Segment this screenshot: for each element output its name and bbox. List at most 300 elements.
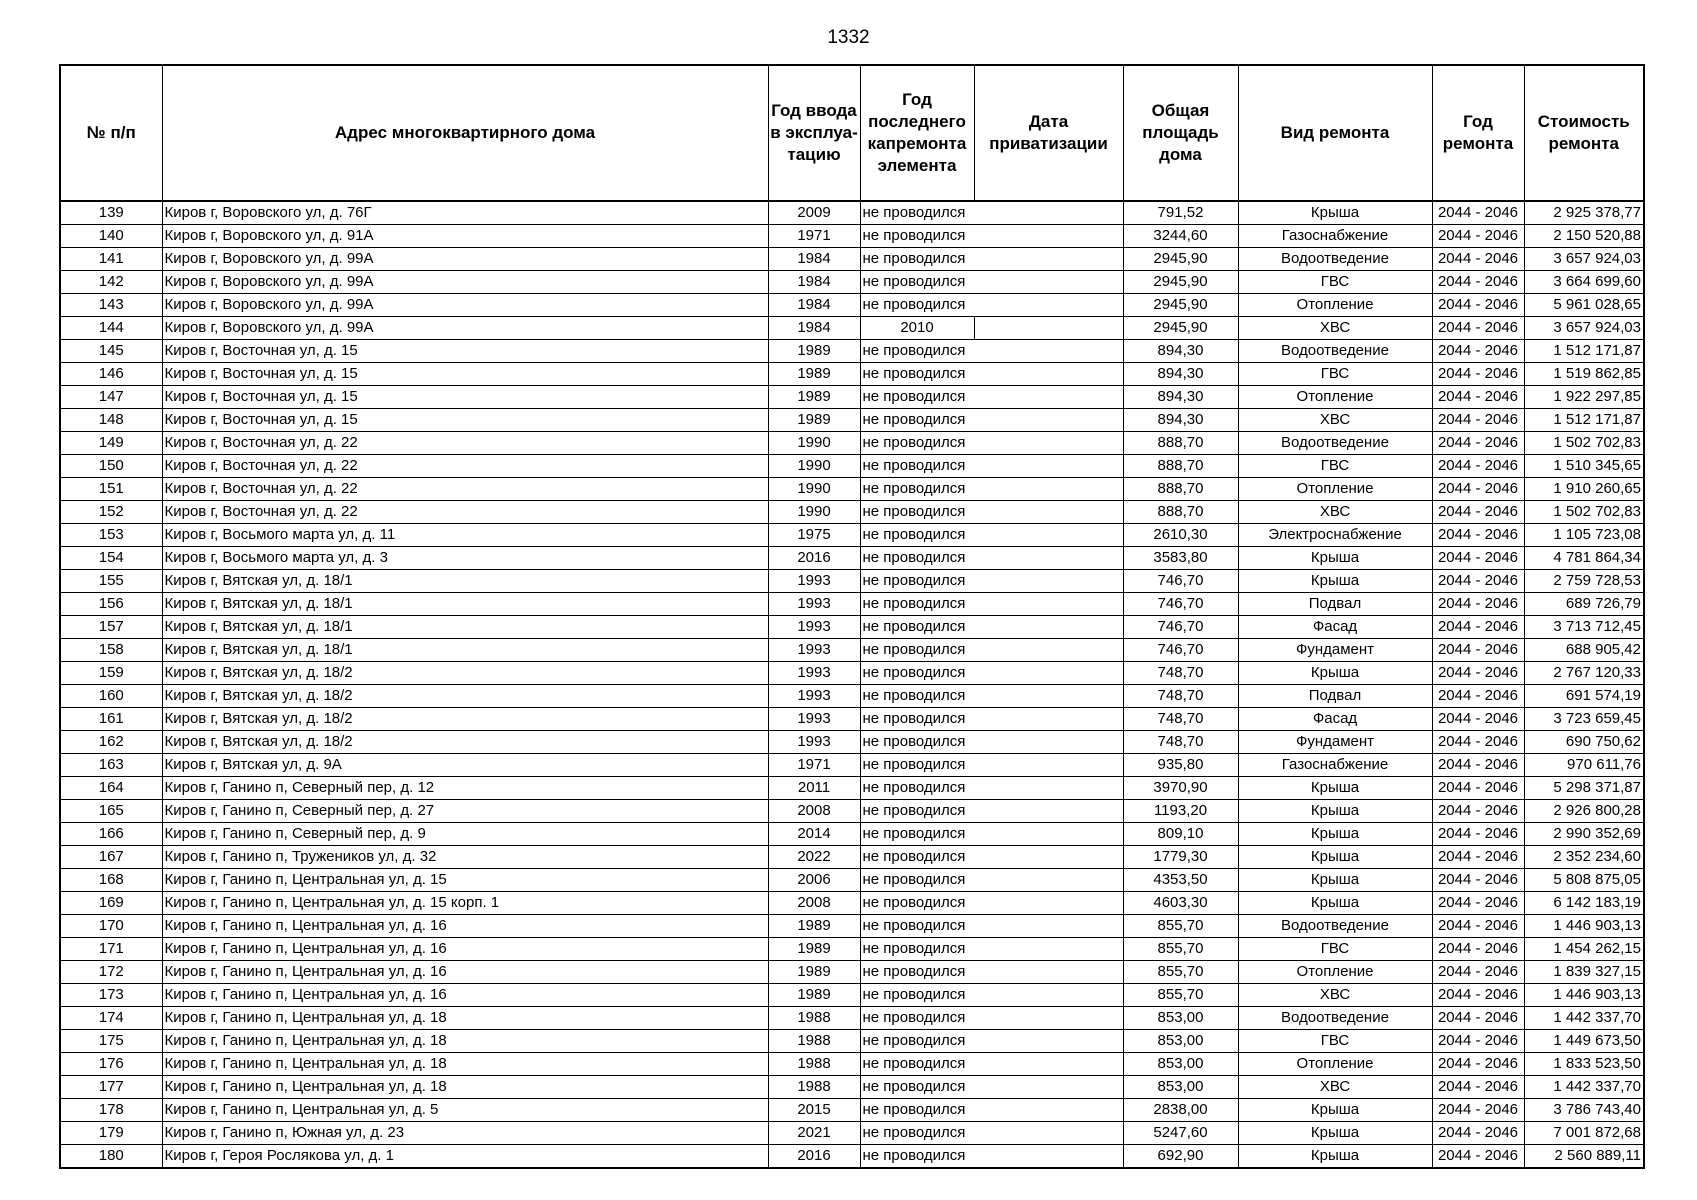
cell-repair-cost: 3 664 699,60	[1524, 271, 1644, 294]
cell-privatization-date	[974, 524, 1123, 547]
cell-repair-type: Крыша	[1238, 1145, 1432, 1169]
cell-privatization-date	[974, 823, 1123, 846]
cell-num: 153	[60, 524, 162, 547]
cell-year-commission: 1990	[768, 455, 860, 478]
cell-num: 147	[60, 386, 162, 409]
cell-total-area: 855,70	[1123, 984, 1238, 1007]
cell-year-commission: 1988	[768, 1030, 860, 1053]
table-header	[60, 65, 1644, 201]
cell-repair-year: 2044 - 2046	[1432, 1030, 1524, 1053]
cell-total-area: 746,70	[1123, 593, 1238, 616]
cell-num: 161	[60, 708, 162, 731]
cell-privatization-date	[974, 1007, 1123, 1030]
cell-repair-year: 2044 - 2046	[1432, 685, 1524, 708]
cell-total-area: 746,70	[1123, 616, 1238, 639]
cell-num: 179	[60, 1122, 162, 1145]
cell-repair-year: 2044 - 2046	[1432, 593, 1524, 616]
table-row	[60, 570, 1644, 593]
cell-year-last-repair: не проводился	[860, 961, 974, 984]
cell-repair-year: 2044 - 2046	[1432, 800, 1524, 823]
cell-num: 174	[60, 1007, 162, 1030]
cell-repair-cost: 1 442 337,70	[1524, 1076, 1644, 1099]
cell-num: 164	[60, 777, 162, 800]
cell-privatization-date	[974, 593, 1123, 616]
cell-year-last-repair: не проводился	[860, 432, 974, 455]
cell-repair-type: Водоотведение	[1238, 915, 1432, 938]
cell-total-area: 791,52	[1123, 201, 1238, 225]
cell-year-last-repair: не проводился	[860, 1145, 974, 1169]
cell-total-area: 2945,90	[1123, 317, 1238, 340]
cell-year-commission: 1993	[768, 593, 860, 616]
cell-repair-year: 2044 - 2046	[1432, 1122, 1524, 1145]
cell-num: 151	[60, 478, 162, 501]
cell-privatization-date	[974, 501, 1123, 524]
cell-address: Киров г, Ганино п, Южная ул, д. 23	[162, 1122, 768, 1145]
cell-num: 171	[60, 938, 162, 961]
cell-total-area: 1779,30	[1123, 846, 1238, 869]
cell-year-last-repair: не проводился	[860, 731, 974, 754]
cell-repair-year: 2044 - 2046	[1432, 892, 1524, 915]
cell-year-commission: 1989	[768, 409, 860, 432]
cell-total-area: 3970,90	[1123, 777, 1238, 800]
table-row	[60, 524, 1644, 547]
cell-year-commission: 1984	[768, 248, 860, 271]
cell-privatization-date	[974, 639, 1123, 662]
cell-repair-cost: 2 560 889,11	[1524, 1145, 1644, 1169]
cell-address: Киров г, Восточная ул, д. 22	[162, 432, 768, 455]
cell-address: Киров г, Воровского ул, д. 76Г	[162, 201, 768, 225]
cell-total-area: 935,80	[1123, 754, 1238, 777]
cell-num: 167	[60, 846, 162, 869]
cell-year-last-repair: не проводился	[860, 593, 974, 616]
page-number: 1332	[827, 27, 870, 48]
cell-year-commission: 2014	[768, 823, 860, 846]
cell-num: 172	[60, 961, 162, 984]
cell-total-area: 748,70	[1123, 685, 1238, 708]
cell-address: Киров г, Восьмого марта ул, д. 11	[162, 524, 768, 547]
cell-year-last-repair: не проводился	[860, 386, 974, 409]
cell-year-commission: 2021	[768, 1122, 860, 1145]
cell-repair-type: Отопление	[1238, 386, 1432, 409]
cell-repair-cost: 2 352 234,60	[1524, 846, 1644, 869]
cell-repair-type: Крыша	[1238, 846, 1432, 869]
cell-address: Киров г, Ганино п, Центральная ул, д. 15 корп. 1	[162, 892, 768, 915]
cell-year-commission: 1984	[768, 317, 860, 340]
cell-repair-type: Фасад	[1238, 616, 1432, 639]
cell-num: 154	[60, 547, 162, 570]
cell-repair-year: 2044 - 2046	[1432, 616, 1524, 639]
cell-repair-year: 2044 - 2046	[1432, 823, 1524, 846]
cell-year-commission: 1989	[768, 386, 860, 409]
cell-repair-cost: 1 105 723,08	[1524, 524, 1644, 547]
cell-repair-type: Газоснабжение	[1238, 225, 1432, 248]
cell-repair-type: Отопление	[1238, 961, 1432, 984]
cell-repair-year: 2044 - 2046	[1432, 777, 1524, 800]
cell-repair-cost: 4 781 864,34	[1524, 547, 1644, 570]
cell-repair-type: Крыша	[1238, 662, 1432, 685]
cell-num: 144	[60, 317, 162, 340]
cell-repair-cost: 6 142 183,19	[1524, 892, 1644, 915]
cell-total-area: 809,10	[1123, 823, 1238, 846]
cell-privatization-date	[974, 547, 1123, 570]
cell-repair-cost: 690 750,62	[1524, 731, 1644, 754]
repair-schedule-table	[59, 64, 1645, 1169]
cell-repair-type: Крыша	[1238, 201, 1432, 225]
table-row	[60, 317, 1644, 340]
cell-num: 165	[60, 800, 162, 823]
cell-repair-year: 2044 - 2046	[1432, 432, 1524, 455]
cell-total-area: 3244,60	[1123, 225, 1238, 248]
cell-num: 145	[60, 340, 162, 363]
header-total-area: Общая площадь дома	[1123, 65, 1238, 201]
cell-year-commission: 1975	[768, 524, 860, 547]
cell-num: 140	[60, 225, 162, 248]
table-row	[60, 363, 1644, 386]
cell-repair-year: 2044 - 2046	[1432, 938, 1524, 961]
cell-repair-year: 2044 - 2046	[1432, 915, 1524, 938]
cell-year-last-repair: не проводился	[860, 294, 974, 317]
cell-year-last-repair: не проводился	[860, 708, 974, 731]
cell-address: Киров г, Ганино п, Северный пер, д. 12	[162, 777, 768, 800]
cell-year-commission: 1984	[768, 271, 860, 294]
cell-num: 146	[60, 363, 162, 386]
cell-repair-type: Крыша	[1238, 869, 1432, 892]
cell-year-last-repair: не проводился	[860, 524, 974, 547]
cell-address: Киров г, Восточная ул, д. 22	[162, 478, 768, 501]
cell-repair-cost: 1 454 262,15	[1524, 938, 1644, 961]
cell-repair-year: 2044 - 2046	[1432, 317, 1524, 340]
cell-year-last-repair: не проводился	[860, 662, 974, 685]
cell-total-area: 2945,90	[1123, 248, 1238, 271]
cell-num: 163	[60, 754, 162, 777]
cell-num: 169	[60, 892, 162, 915]
cell-repair-type: Крыша	[1238, 800, 1432, 823]
cell-repair-year: 2044 - 2046	[1432, 1053, 1524, 1076]
cell-repair-cost: 2 150 520,88	[1524, 225, 1644, 248]
cell-total-area: 853,00	[1123, 1030, 1238, 1053]
cell-repair-year: 2044 - 2046	[1432, 455, 1524, 478]
cell-address: Киров г, Ганино п, Центральная ул, д. 16	[162, 915, 768, 938]
cell-num: 143	[60, 294, 162, 317]
cell-repair-year: 2044 - 2046	[1432, 1076, 1524, 1099]
cell-year-last-repair: не проводился	[860, 1030, 974, 1053]
cell-repair-type: ХВС	[1238, 409, 1432, 432]
cell-num: 139	[60, 201, 162, 225]
cell-repair-type: ГВС	[1238, 363, 1432, 386]
cell-repair-cost: 1 839 327,15	[1524, 961, 1644, 984]
cell-year-commission: 1988	[768, 1053, 860, 1076]
cell-repair-year: 2044 - 2046	[1432, 984, 1524, 1007]
cell-repair-cost: 2 926 800,28	[1524, 800, 1644, 823]
table-row	[60, 685, 1644, 708]
cell-repair-year: 2044 - 2046	[1432, 708, 1524, 731]
cell-repair-year: 2044 - 2046	[1432, 846, 1524, 869]
cell-privatization-date	[974, 248, 1123, 271]
cell-repair-type: Крыша	[1238, 547, 1432, 570]
cell-year-commission: 2006	[768, 869, 860, 892]
table-row	[60, 777, 1644, 800]
table-row	[60, 823, 1644, 846]
cell-num: 148	[60, 409, 162, 432]
cell-num: 173	[60, 984, 162, 1007]
table-row	[60, 938, 1644, 961]
cell-privatization-date	[974, 1099, 1123, 1122]
cell-address: Киров г, Вятская ул, д. 18/1	[162, 570, 768, 593]
cell-num: 166	[60, 823, 162, 846]
cell-repair-cost: 1 512 171,87	[1524, 409, 1644, 432]
cell-total-area: 888,70	[1123, 501, 1238, 524]
cell-repair-type: Подвал	[1238, 593, 1432, 616]
cell-year-last-repair: не проводился	[860, 639, 974, 662]
cell-total-area: 888,70	[1123, 455, 1238, 478]
cell-privatization-date	[974, 1145, 1123, 1169]
cell-privatization-date	[974, 201, 1123, 225]
cell-repair-cost: 3 723 659,45	[1524, 708, 1644, 731]
cell-address: Киров г, Ганино п, Центральная ул, д. 18	[162, 1030, 768, 1053]
cell-address: Киров г, Ганино п, Центральная ул, д. 5	[162, 1099, 768, 1122]
cell-address: Киров г, Вятская ул, д. 18/2	[162, 708, 768, 731]
cell-privatization-date	[974, 616, 1123, 639]
cell-total-area: 855,70	[1123, 915, 1238, 938]
cell-year-last-repair: не проводился	[860, 869, 974, 892]
table-row	[60, 869, 1644, 892]
cell-repair-cost: 2 925 378,77	[1524, 201, 1644, 225]
cell-total-area: 853,00	[1123, 1053, 1238, 1076]
cell-num: 158	[60, 639, 162, 662]
cell-address: Киров г, Ганино п, Тружеников ул, д. 32	[162, 846, 768, 869]
cell-year-last-repair: не проводился	[860, 570, 974, 593]
cell-num: 175	[60, 1030, 162, 1053]
cell-repair-type: ГВС	[1238, 1030, 1432, 1053]
cell-address: Киров г, Ганино п, Центральная ул, д. 16	[162, 961, 768, 984]
cell-repair-year: 2044 - 2046	[1432, 248, 1524, 271]
cell-address: Киров г, Вятская ул, д. 18/1	[162, 639, 768, 662]
cell-repair-year: 2044 - 2046	[1432, 225, 1524, 248]
cell-repair-year: 2044 - 2046	[1432, 340, 1524, 363]
cell-total-area: 748,70	[1123, 708, 1238, 731]
table-row	[60, 731, 1644, 754]
header-num: № п/п	[60, 65, 162, 201]
table-row	[60, 225, 1644, 248]
cell-address: Киров г, Ганино п, Центральная ул, д. 18	[162, 1007, 768, 1030]
cell-repair-cost: 5 298 371,87	[1524, 777, 1644, 800]
cell-repair-year: 2044 - 2046	[1432, 1145, 1524, 1169]
cell-address: Киров г, Восточная ул, д. 15	[162, 340, 768, 363]
cell-privatization-date	[974, 386, 1123, 409]
cell-total-area: 1193,20	[1123, 800, 1238, 823]
cell-num: 156	[60, 593, 162, 616]
table-row	[60, 201, 1644, 225]
cell-address: Киров г, Ганино п, Центральная ул, д. 15	[162, 869, 768, 892]
cell-repair-type: Крыша	[1238, 823, 1432, 846]
table-row	[60, 593, 1644, 616]
cell-privatization-date	[974, 1122, 1123, 1145]
cell-num: 178	[60, 1099, 162, 1122]
cell-total-area: 746,70	[1123, 639, 1238, 662]
cell-total-area: 2838,00	[1123, 1099, 1238, 1122]
cell-total-area: 894,30	[1123, 340, 1238, 363]
cell-year-last-repair: не проводился	[860, 1007, 974, 1030]
cell-num: 177	[60, 1076, 162, 1099]
cell-privatization-date	[974, 271, 1123, 294]
cell-num: 168	[60, 869, 162, 892]
cell-total-area: 853,00	[1123, 1007, 1238, 1030]
cell-repair-year: 2044 - 2046	[1432, 294, 1524, 317]
cell-repair-type: Крыша	[1238, 570, 1432, 593]
cell-year-commission: 1990	[768, 501, 860, 524]
cell-repair-year: 2044 - 2046	[1432, 961, 1524, 984]
cell-repair-cost: 3 657 924,03	[1524, 248, 1644, 271]
cell-privatization-date	[974, 363, 1123, 386]
cell-address: Киров г, Восточная ул, д. 15	[162, 409, 768, 432]
header-year-last-repair: Год последнего капремонта элемента	[860, 65, 974, 201]
cell-year-commission: 1971	[768, 754, 860, 777]
cell-repair-year: 2044 - 2046	[1432, 271, 1524, 294]
cell-privatization-date	[974, 938, 1123, 961]
table-row	[60, 1099, 1644, 1122]
cell-address: Киров г, Вятская ул, д. 18/2	[162, 662, 768, 685]
cell-num: 160	[60, 685, 162, 708]
cell-address: Киров г, Воровского ул, д. 99А	[162, 271, 768, 294]
cell-repair-type: Крыша	[1238, 1122, 1432, 1145]
cell-address: Киров г, Вятская ул, д. 18/1	[162, 616, 768, 639]
cell-privatization-date	[974, 455, 1123, 478]
cell-total-area: 692,90	[1123, 1145, 1238, 1169]
cell-privatization-date	[974, 846, 1123, 869]
cell-year-last-repair: не проводился	[860, 1076, 974, 1099]
cell-repair-year: 2044 - 2046	[1432, 386, 1524, 409]
cell-year-last-repair: не проводился	[860, 478, 974, 501]
cell-repair-year: 2044 - 2046	[1432, 1099, 1524, 1122]
cell-year-last-repair: не проводился	[860, 409, 974, 432]
cell-repair-type: Крыша	[1238, 892, 1432, 915]
cell-year-commission: 2016	[768, 547, 860, 570]
cell-total-area: 2610,30	[1123, 524, 1238, 547]
cell-total-area: 3583,80	[1123, 547, 1238, 570]
cell-year-commission: 1993	[768, 570, 860, 593]
cell-repair-cost: 1 442 337,70	[1524, 1007, 1644, 1030]
cell-repair-cost: 5 808 875,05	[1524, 869, 1644, 892]
cell-num: 142	[60, 271, 162, 294]
cell-repair-type: Фундамент	[1238, 639, 1432, 662]
cell-repair-type: Электроснабжение	[1238, 524, 1432, 547]
cell-num: 150	[60, 455, 162, 478]
cell-repair-type: ГВС	[1238, 938, 1432, 961]
cell-privatization-date	[974, 317, 1123, 340]
cell-privatization-date	[974, 340, 1123, 363]
table-row	[60, 1030, 1644, 1053]
cell-repair-cost: 3 786 743,40	[1524, 1099, 1644, 1122]
cell-address: Киров г, Вятская ул, д. 18/2	[162, 685, 768, 708]
cell-repair-type: Подвал	[1238, 685, 1432, 708]
cell-repair-type: Отопление	[1238, 478, 1432, 501]
cell-privatization-date	[974, 754, 1123, 777]
cell-address: Киров г, Восточная ул, д. 22	[162, 455, 768, 478]
cell-repair-year: 2044 - 2046	[1432, 1007, 1524, 1030]
cell-privatization-date	[974, 777, 1123, 800]
cell-repair-year: 2044 - 2046	[1432, 754, 1524, 777]
cell-repair-type: Отопление	[1238, 294, 1432, 317]
cell-repair-type: ХВС	[1238, 501, 1432, 524]
cell-address: Киров г, Ганино п, Центральная ул, д. 18	[162, 1053, 768, 1076]
table-row	[60, 1076, 1644, 1099]
cell-repair-cost: 970 611,76	[1524, 754, 1644, 777]
table-row	[60, 478, 1644, 501]
cell-year-commission: 1993	[768, 639, 860, 662]
cell-year-commission: 1989	[768, 938, 860, 961]
cell-address: Киров г, Ганино п, Центральная ул, д. 18	[162, 1076, 768, 1099]
cell-repair-year: 2044 - 2046	[1432, 570, 1524, 593]
cell-year-last-repair: не проводился	[860, 1122, 974, 1145]
cell-address: Киров г, Воровского ул, д. 99А	[162, 248, 768, 271]
cell-year-last-repair: не проводился	[860, 823, 974, 846]
header-privatization-date: Дата приватизации	[974, 65, 1123, 201]
cell-repair-cost: 1 833 523,50	[1524, 1053, 1644, 1076]
cell-repair-year: 2044 - 2046	[1432, 501, 1524, 524]
table-row	[60, 1007, 1644, 1030]
cell-repair-type: Водоотведение	[1238, 432, 1432, 455]
cell-num: 170	[60, 915, 162, 938]
cell-year-last-repair: не проводился	[860, 685, 974, 708]
table-row	[60, 984, 1644, 1007]
table-row	[60, 501, 1644, 524]
cell-repair-year: 2044 - 2046	[1432, 478, 1524, 501]
cell-repair-year: 2044 - 2046	[1432, 363, 1524, 386]
table-row	[60, 340, 1644, 363]
table-row	[60, 455, 1644, 478]
cell-repair-cost: 1 910 260,65	[1524, 478, 1644, 501]
cell-repair-year: 2044 - 2046	[1432, 547, 1524, 570]
cell-address: Киров г, Героя Рослякова ул, д. 1	[162, 1145, 768, 1169]
cell-year-last-repair: не проводился	[860, 248, 974, 271]
cell-year-last-repair: не проводился	[860, 501, 974, 524]
header-repair-type: Вид ремонта	[1238, 65, 1432, 201]
cell-year-last-repair: не проводился	[860, 201, 974, 225]
cell-total-area: 888,70	[1123, 478, 1238, 501]
table-row	[60, 662, 1644, 685]
cell-privatization-date	[974, 708, 1123, 731]
cell-year-last-repair: не проводился	[860, 547, 974, 570]
cell-privatization-date	[974, 1076, 1123, 1099]
cell-num: 157	[60, 616, 162, 639]
cell-repair-type: ГВС	[1238, 271, 1432, 294]
table-row	[60, 547, 1644, 570]
cell-year-last-repair: не проводился	[860, 938, 974, 961]
cell-privatization-date	[974, 961, 1123, 984]
cell-year-commission: 1989	[768, 915, 860, 938]
table-row	[60, 432, 1644, 455]
cell-total-area: 748,70	[1123, 731, 1238, 754]
cell-privatization-date	[974, 915, 1123, 938]
cell-total-area: 853,00	[1123, 1076, 1238, 1099]
header-repair-year: Год ремонта	[1432, 65, 1524, 201]
cell-repair-cost: 1 512 171,87	[1524, 340, 1644, 363]
cell-address: Киров г, Ганино п, Северный пер, д. 27	[162, 800, 768, 823]
cell-repair-type: Газоснабжение	[1238, 754, 1432, 777]
cell-privatization-date	[974, 294, 1123, 317]
cell-repair-year: 2044 - 2046	[1432, 731, 1524, 754]
cell-num: 159	[60, 662, 162, 685]
cell-address: Киров г, Воровского ул, д. 91А	[162, 225, 768, 248]
cell-total-area: 894,30	[1123, 386, 1238, 409]
cell-address: Киров г, Ганино п, Северный пер, д. 9	[162, 823, 768, 846]
cell-address: Киров г, Вятская ул, д. 9А	[162, 754, 768, 777]
cell-address: Киров г, Восточная ул, д. 15	[162, 386, 768, 409]
table-row	[60, 754, 1644, 777]
cell-repair-type: Фундамент	[1238, 731, 1432, 754]
cell-total-area: 894,30	[1123, 363, 1238, 386]
cell-address: Киров г, Восьмого марта ул, д. 3	[162, 547, 768, 570]
